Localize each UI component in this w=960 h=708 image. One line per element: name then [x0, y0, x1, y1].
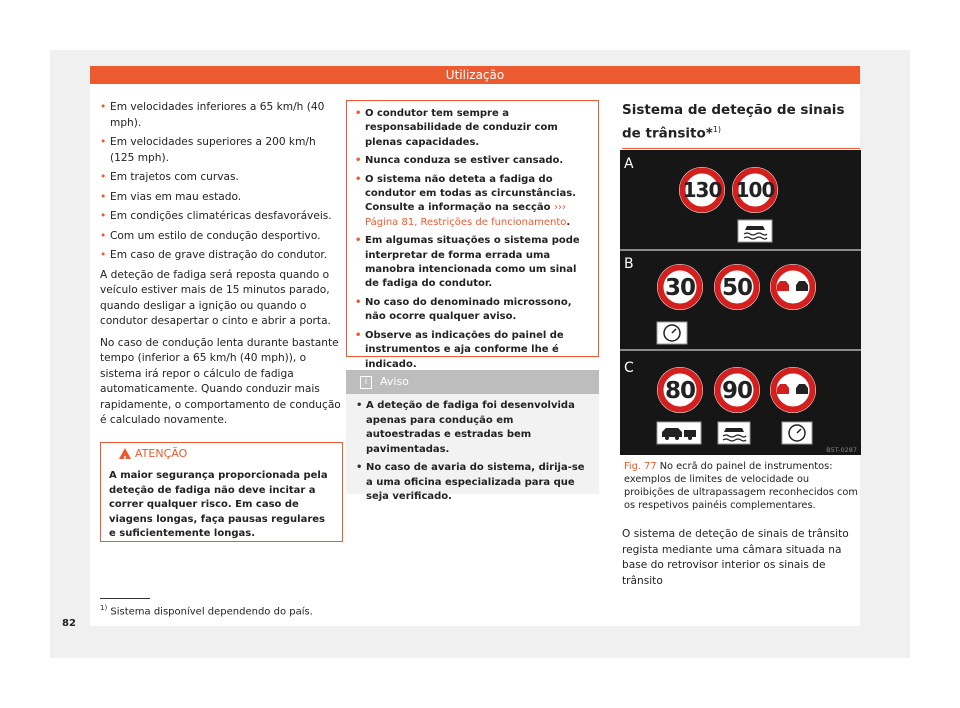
page-number: 82	[62, 618, 76, 629]
warning-text: A maior segurança proporcionada pela deteção de fadiga não deve incitar a correr qualquer risco. Em caso de viagens longas, faça pausas regulares e suficientemente longas.	[109, 470, 328, 539]
list-item: • Em algumas situações o sistema pode interpretar de forma errada uma manobra intencionada como um sinal de fadiga do condutor.	[355, 235, 580, 290]
section-header: Utilização	[90, 66, 860, 84]
svg-text:50: 50	[721, 275, 753, 301]
list-item: • O condutor tem sempre a responsabilidade de conduzir com plenas capacidades.	[355, 108, 558, 148]
row-label-c: C	[624, 360, 634, 376]
footnote: $^{1)}$ Sistema disponível dependendo do país.	[100, 604, 313, 618]
no-overtaking-sign	[770, 264, 816, 310]
warning-continued-box	[346, 100, 599, 370]
section-title: Sistema de deteção de sinais de trânsito*$^{1)}$	[622, 100, 860, 149]
paragraph-fatigue-reset: A deteção de fadiga será reposta quando o veículo estiver mais de 15 minutos parado, quando desligar a ignição ou quando o condutor desapertar o cinto e abrir a porta.	[100, 268, 331, 327]
speed-limit-sign	[732, 167, 778, 213]
warning-title: ATENÇÃO	[135, 447, 188, 460]
svg-text:80: 80	[664, 378, 696, 404]
note-box	[346, 370, 599, 502]
list-item: • A deteção de fadiga foi desenvolvida apenas para condução em autoestradas e estradas bem pavimentadas.	[356, 400, 575, 455]
traffic-sign-figure	[620, 150, 861, 455]
time-restriction-panel-icon	[657, 322, 687, 344]
list-item: • Em velocidades inferiores a 65 km/h (40 mph).	[100, 101, 325, 129]
list-item: • Observe as indicações do painel de instrumentos e aja conforme lhe é indicado.	[355, 329, 564, 370]
list-item: • Em caso de grave distração do condutor.	[100, 249, 328, 261]
figure-code: B5T-0287	[826, 446, 857, 454]
svg-text:130: 130	[682, 178, 722, 202]
svg-text:90: 90	[721, 378, 753, 404]
speed-limit-sign	[714, 367, 760, 413]
speed-limit-sign	[657, 264, 703, 310]
list-item: • Nunca conduza se estiver cansado.	[355, 155, 564, 167]
warning-icon	[119, 448, 131, 459]
warning-box	[100, 442, 343, 542]
info-icon: i	[360, 376, 372, 389]
paragraph-system-description: O sistema de deteção de sinais de trânsito regista mediante uma câmara situada na base do retrovisor interior os sinais de trânsito	[622, 528, 849, 587]
page-reference-link[interactable]: ››› Página 81, Restrições de funcionamento	[365, 202, 567, 228]
speed-limit-sign	[657, 367, 703, 413]
footnote-divider	[100, 598, 150, 599]
speed-limit-sign	[714, 264, 760, 310]
list-item: • Em trajetos com curvas.	[100, 171, 239, 183]
paragraph-slow-driving: No caso de condução lenta durante bastante tempo (inferior a 65 km/h (40 mph)), o sistema irá repor o cálculo de fadiga automaticamente. Quando conduzir mais rapidamente, o comportamento de condução é calculado novamente.	[100, 336, 341, 426]
list-item: • No caso de avaria do sistema, dirija-se a uma oficina especializada para que seja verificado.	[356, 462, 585, 502]
svg-text:30: 30	[664, 275, 696, 301]
list-item: • Em vias em mau estado.	[100, 190, 242, 203]
note-title: Aviso	[380, 375, 409, 388]
list-item: • Em condições climatéricas desfavoráveis.	[100, 210, 332, 222]
list-item: • O sistema não deteta a fadiga do condutor em todas as circunstâncias. Consulte a informação na secção ››› Página 81, Restrições de funcionamento.	[355, 173, 577, 228]
svg-text:100: 100	[735, 178, 775, 202]
row-label-a: A	[624, 156, 634, 172]
wet-road-panel-icon	[718, 422, 750, 444]
figure-caption: Fig. 77 No ecrã do painel de instrumentos: exemplos de limites de velocidade ou proibições de ultrapassagem reconhecidos com os respetivos painéis complementares.	[624, 461, 858, 511]
row-label-b: B	[624, 256, 634, 272]
time-restriction-panel-icon	[782, 422, 812, 444]
speed-limit-sign	[679, 167, 725, 213]
car-trailer-panel-icon	[657, 422, 701, 444]
list-item: • No caso do denominado microssono, não ocorre qualquer aviso.	[355, 296, 572, 323]
traffic-sign-illustration	[620, 150, 861, 455]
wet-road-panel-icon	[738, 220, 772, 242]
no-overtaking-sign	[770, 367, 816, 413]
list-item: • Em velocidades superiores a 200 km/h (125 mph).	[100, 136, 316, 164]
list-item: • Com um estilo de condução desportivo.	[100, 229, 321, 242]
left-column	[100, 100, 342, 435]
